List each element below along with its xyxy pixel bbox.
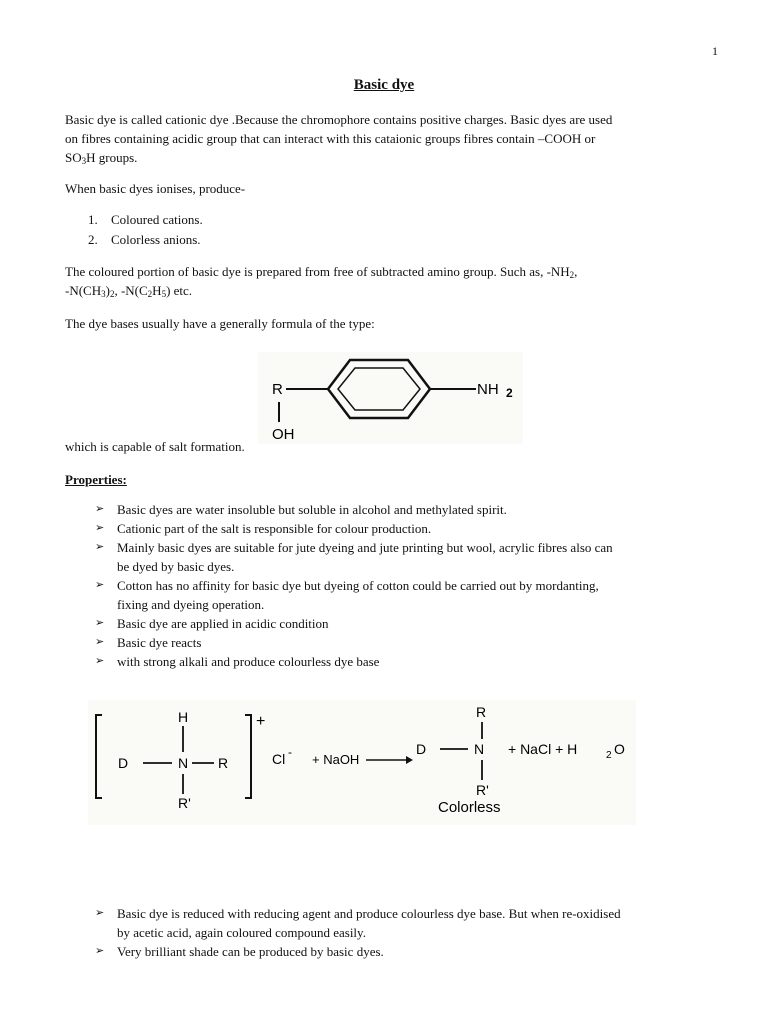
product-r-prime-label: R' [476, 782, 489, 798]
arrow-bullet-icon: ➢ [95, 655, 105, 667]
coloured-line-2c: , -N(C [114, 283, 148, 298]
salt-formation-text: which is capable of salt formation. [65, 439, 245, 454]
list-item [95, 576, 725, 614]
reactant-d-label: D [118, 755, 129, 771]
intro-paragraph [65, 110, 720, 167]
coloured-line-2a: -N(CH [65, 283, 102, 298]
basic-dye-reaction-diagram [88, 700, 636, 825]
coloured-line-2e: ) etc. [166, 283, 193, 298]
colorless-label: Colorless [438, 799, 501, 816]
dye-bases-paragraph: The dye bases usually have a generally formula of the type: [65, 316, 375, 331]
arrow-bullet-icon: ➢ [95, 907, 105, 919]
plus-charge-label: + [256, 713, 266, 730]
list-text: Coloured cations. [111, 212, 203, 227]
properties-heading: Properties: [65, 472, 127, 487]
products-label: + NaCl + H [508, 741, 578, 757]
arrow-bullet-icon: ➢ [95, 579, 105, 591]
property-text: be dyed by basic dyes. [117, 559, 235, 574]
intro-line-3a: SO [65, 150, 82, 165]
list-number: 2. [88, 232, 98, 247]
ionise-list [88, 210, 203, 250]
property-text: Cationic part of the salt is responsible for colour production. [117, 521, 432, 536]
list-item [95, 652, 725, 671]
coloured-line-1a: The coloured portion of basic dye is prepared from free of subtracted amino group. Such as, -NH [65, 264, 570, 279]
left-bracket [96, 715, 102, 798]
chloride-label: Cl [272, 751, 286, 767]
benzene-inner-ring [338, 368, 420, 410]
water-o-label: O [614, 741, 625, 757]
product-r-label: R [476, 704, 487, 720]
page-number: 1 [712, 44, 718, 58]
intro-subscript: 3 [81, 156, 87, 166]
property-text: Basic dye reacts [117, 635, 202, 650]
list-number: 1. [88, 212, 98, 227]
subscript: 2 [109, 289, 115, 299]
property-text: Basic dyes are water insoluble but soluble in alcohol and methylated spirit. [117, 502, 507, 517]
arrow-bullet-icon: ➢ [95, 541, 105, 553]
arrow-bullet-icon: ➢ [95, 522, 105, 534]
reaction-arrow-head-icon [406, 756, 413, 764]
arrow-bullet-icon: ➢ [95, 636, 105, 648]
arrow-bullet-icon: ➢ [95, 945, 105, 957]
list-item [95, 500, 725, 519]
property-text: fixing and dyeing operation. [117, 597, 265, 612]
naoh-label: + NaOH [312, 752, 360, 767]
properties-list [95, 500, 725, 671]
right-bracket [245, 715, 251, 798]
structure-nh-subscript: 2 [506, 386, 513, 400]
list-item [95, 633, 725, 652]
ionise-paragraph: When basic dyes ionises, produce- [65, 181, 246, 196]
water-subscript: 2 [606, 750, 612, 761]
property-text: Mainly basic dyes are suitable for jute dyeing and jute printing but wool, acrylic fibres also can [117, 540, 613, 555]
list-item [88, 230, 203, 250]
coloured-line-2d: H [152, 283, 162, 298]
structure-nh-label: NH [477, 381, 499, 398]
property-text: Basic dye is reduced with reducing agent and produce colourless dye base. But when re-oxidised [117, 906, 621, 921]
property-text: Cotton has no affinity for basic dye but dyeing of cotton could be carried out by mordanting, [117, 578, 599, 593]
more-properties-list [95, 904, 725, 961]
subscript: 5 [161, 289, 167, 299]
page-title: Basic dye [353, 77, 415, 93]
reactant-r-prime-label: R' [178, 795, 191, 811]
property-text: with strong alkali and produce colourless dye base [117, 654, 380, 669]
structure-r-label: R [272, 381, 283, 398]
list-item [95, 614, 725, 633]
intro-line-3b: H groups. [86, 150, 138, 165]
coloured-line-1b: , [574, 264, 578, 279]
list-item [95, 942, 725, 961]
subscript: 2 [569, 270, 575, 280]
reactant-r-label: R [218, 755, 229, 771]
list-item [95, 538, 725, 576]
subscript: 2 [147, 289, 153, 299]
subscript: 3 [101, 289, 106, 299]
intro-line-2: on fibres containing acidic group that can interact with this cataionic groups fibres contain –COOH or [65, 131, 596, 146]
list-item [95, 519, 725, 538]
property-text: Very brilliant shade can be produced by basic dyes. [117, 944, 384, 959]
reactant-n-label: N [178, 755, 189, 771]
list-item [95, 904, 725, 942]
property-text: by acetic acid, again coloured compound easily. [117, 925, 366, 940]
list-text: Colorless anions. [111, 232, 201, 247]
arrow-bullet-icon: ➢ [95, 503, 105, 515]
arrow-bullet-icon: ➢ [95, 617, 105, 629]
intro-line-1: Basic dye is called cationic dye .Because the chromophore contains positive charges. Basic dyes are used [65, 112, 613, 127]
structure-oh-label: OH [272, 426, 295, 443]
chloride-charge-label: - [288, 745, 292, 759]
product-n-label: N [474, 741, 485, 757]
aminophenol-structure-diagram [258, 352, 523, 444]
coloured-portion-paragraph [65, 262, 720, 300]
property-text: Basic dye are applied in acidic condition [117, 616, 329, 631]
reactant-h-label: H [178, 709, 189, 725]
product-d-label: D [416, 741, 427, 757]
list-item [88, 210, 203, 230]
coloured-line-2b: ) [105, 283, 110, 298]
